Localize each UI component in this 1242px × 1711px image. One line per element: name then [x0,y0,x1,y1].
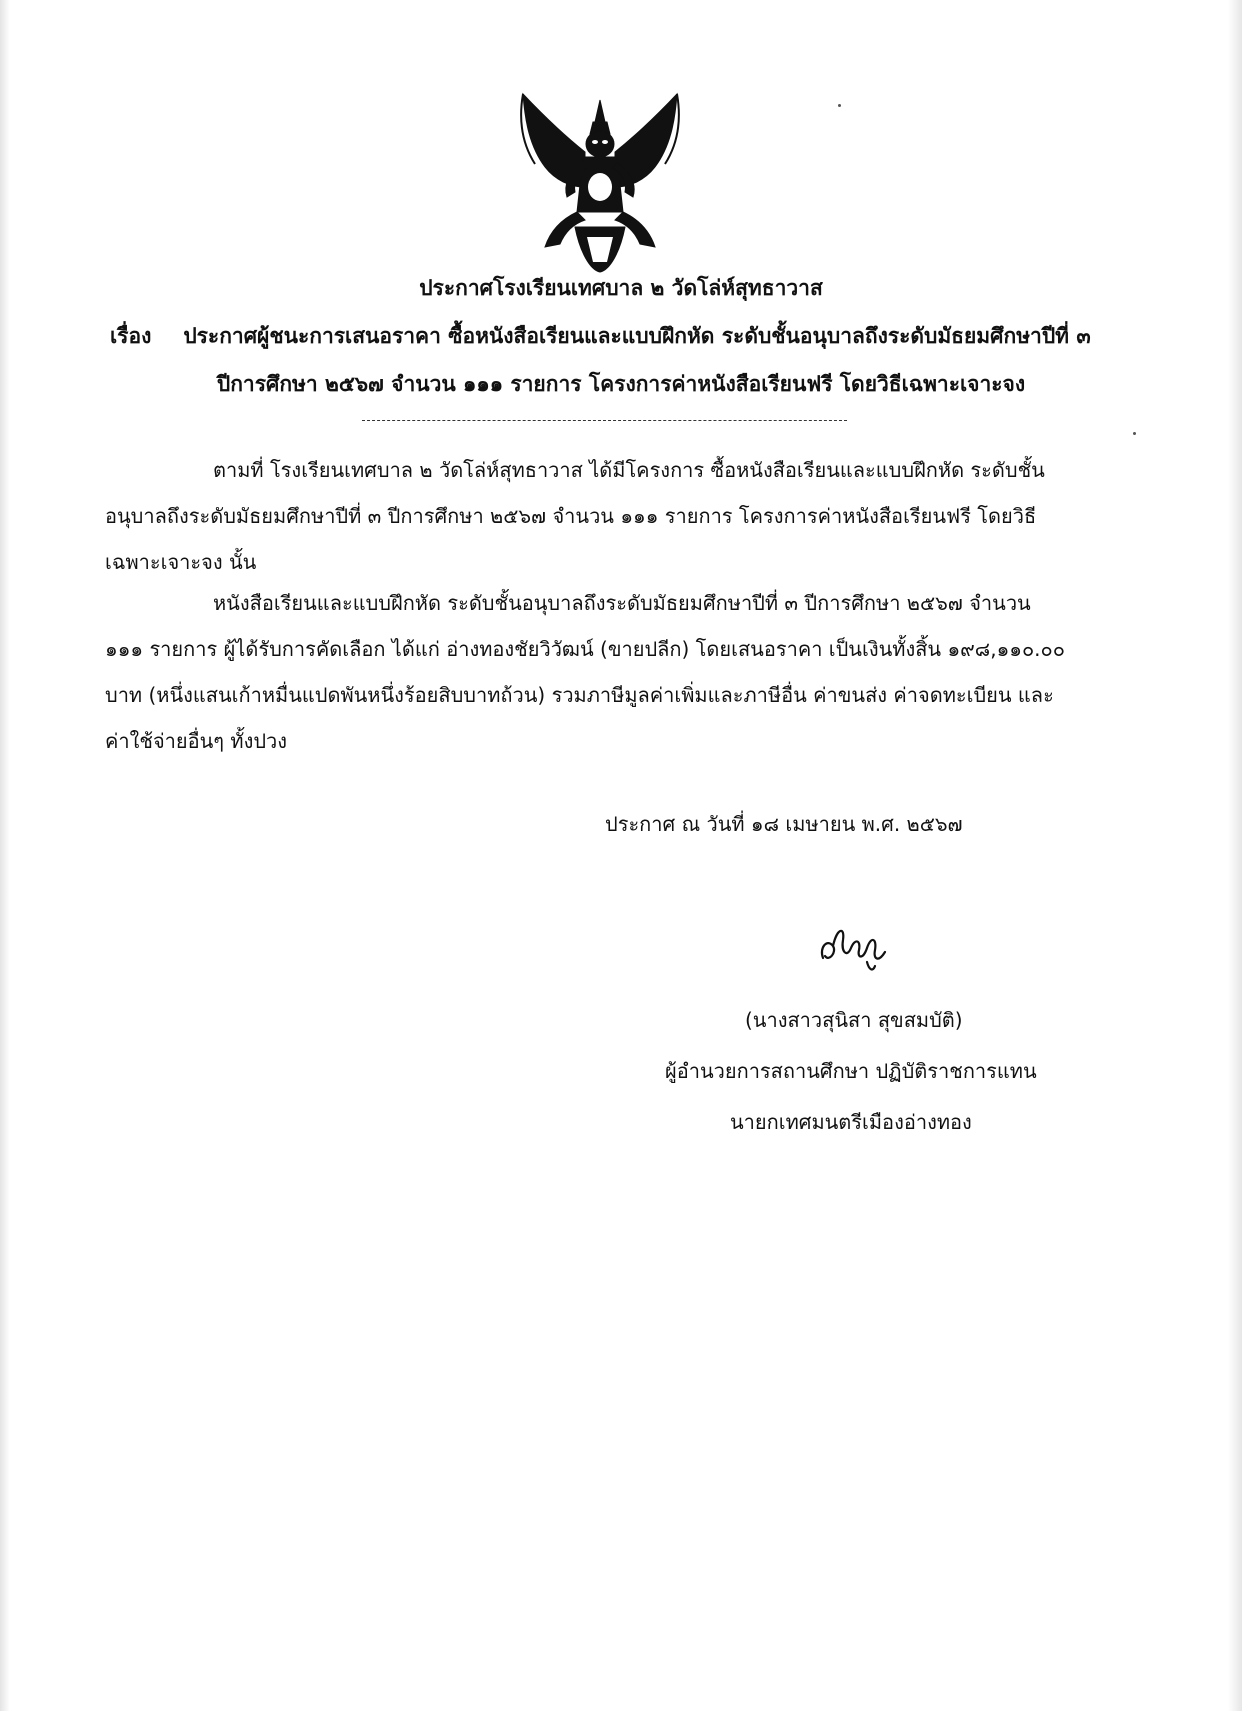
paragraph-1-text: ตามที่ โรงเรียนเทศบาล ๒ วัดโล่ห์สุทธาวาส ได้มีโครงการ ซื้อหนังสือเรียนและแบบฝึกหัด ระดับชั้นอนุบาลถึงระดับมัธยมศึกษาปีที่ ๓ ปีการศึกษา ๒๕๖๗ จำนวน ๑๑๑ รายการ โครงการค่าหนังสือเรียนฟรี โดยวิธีเฉพาะเจาะจง นั้น [105,458,1045,574]
subject-line-2: ปีการศึกษา ๒๕๖๗ จำนวน ๑๑๑ รายการ โครงการค่าหนังสือเรียนฟรี โดยวิธีเฉพาะเจาะจง [216,372,1026,396]
signer-position: ผู้อำนวยการสถานศึกษา ปฏิบัติราชการแทน [665,1059,1037,1083]
paragraph-2-text: หนังสือเรียนและแบบฝึกหัด ระดับชั้นอนุบาลถึงระดับมัธยมศึกษาปีที่ ๓ ปีการศึกษา ๒๕๖๗ จำนวน ๑๑๑ รายการ ผู้ได้รับการคัดเลือก ได้แก่ อ่างทองชัยวิวัฒน์ (ขายปลีก) โดยเสนอราคา เป็นเงินทั้งสิ้น ๑๙๘,๑๑๐.๐๐ บาท (หนึ่งแสนเก้าหมื่นแปดพันหนึ่งร้อยสิบบาทถ้วน) รวมภาษีมูลค่าเพิ่มและภาษีอื่น ค่าขนส่ง ค่าจดทะเบียน และค่าใช้จ่ายอื่นๆ ทั้งปวง [105,591,1065,753]
subject-line-1 [110,320,1120,353]
signer-position-2: นายกเทศมนตรีเมืองอ่างทอง [730,1110,972,1134]
signer-name: (นางสาวสุนิสา สุขสมบัติ) [745,1008,963,1032]
paragraph-2 [105,580,1065,764]
scan-speck [1133,432,1136,435]
paragraph-1 [105,447,1065,585]
announcement-date: ประกาศ ณ วันที่ ๑๘ เมษายน พ.ศ. ๒๕๖๗ [605,812,963,836]
page-edge-right [1228,0,1242,1711]
subject-text-1: ประกาศผู้ชนะการเสนอราคา ซื้อหนังสือเรียนและแบบฝึกหัด ระดับชั้นอนุบาลถึงระดับมัธยมศึกษาปีที่ ๓ [183,324,1091,348]
announcement-title: ประกาศโรงเรียนเทศบาล ๒ วัดโล่ห์สุทธาวาส [419,276,823,300]
separator-line [362,420,847,421]
garuda-emblem-icon [515,92,685,274]
subject-label: เรื่อง [110,324,152,348]
handwritten-signature [815,918,895,978]
scan-speck [838,104,841,107]
page-edge-left [0,0,10,1711]
